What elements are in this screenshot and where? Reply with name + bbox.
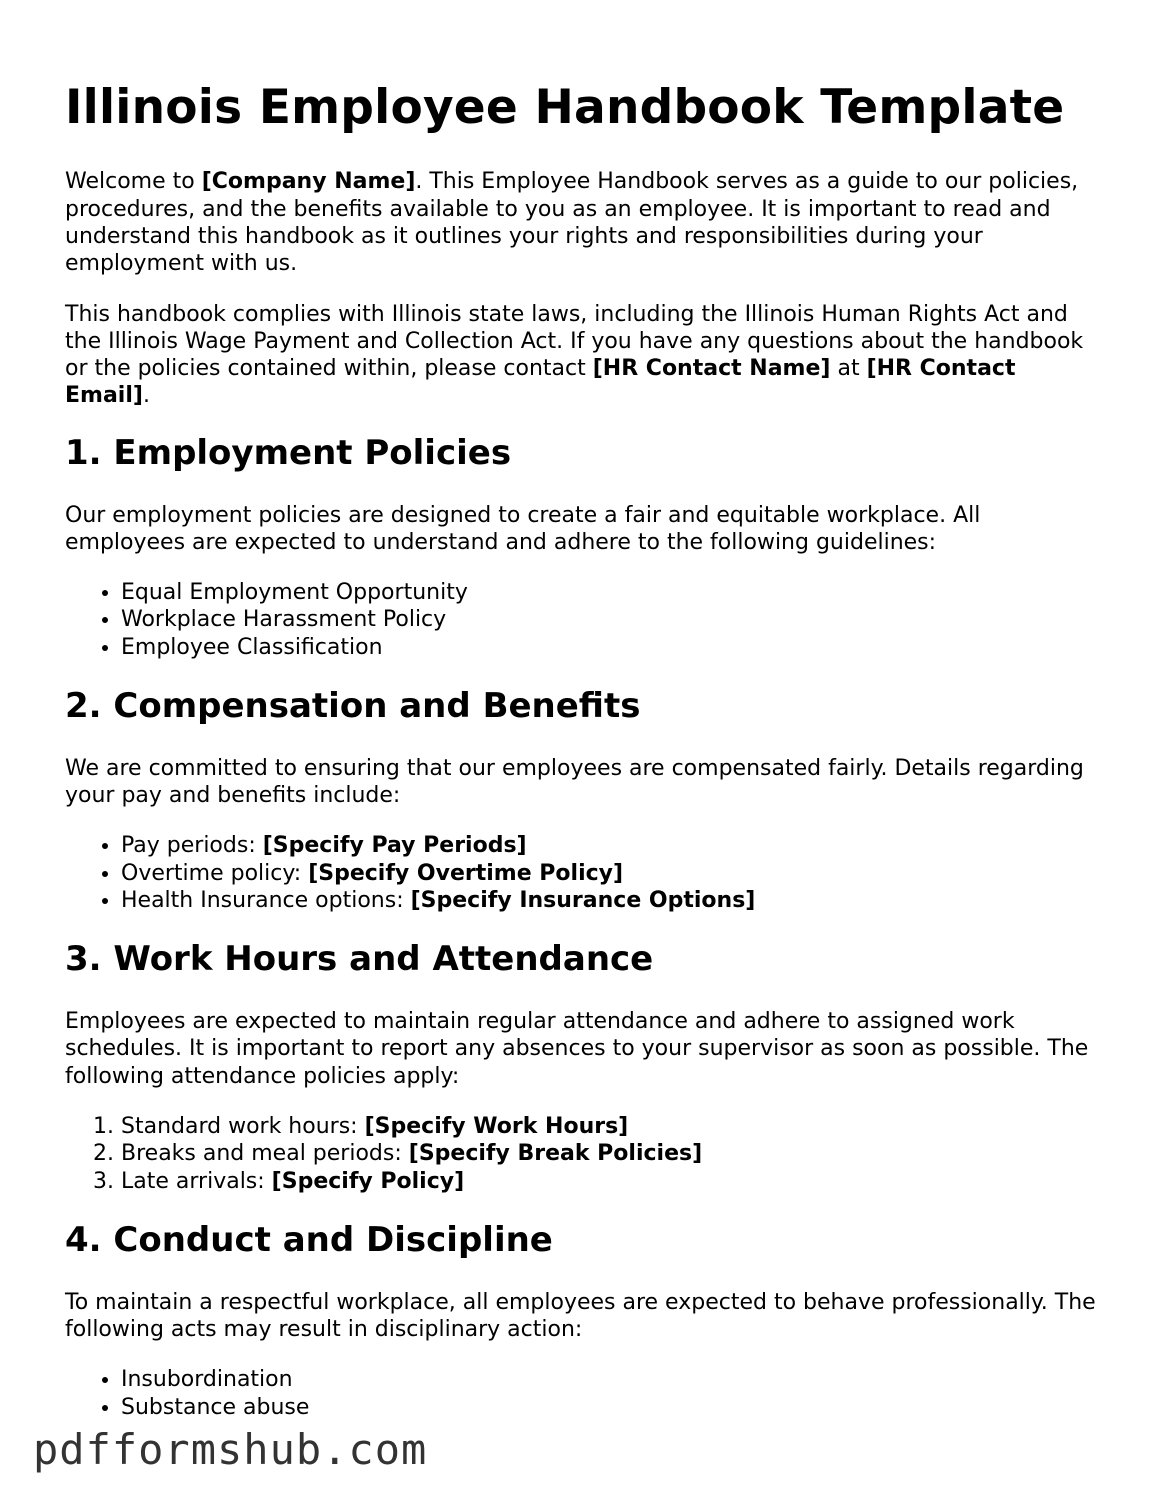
bullet-list [65,1366,1105,1421]
section-body: To maintain a respectful workplace, all employees are expected to behave professionally. The following acts may result in disciplinary action: [65,1289,1096,1342]
hr-contact-name-placeholder: [HR Contact Name] [592,356,831,382]
intro-text: . This Employee Handbook serves as a guide to our policies, procedures, and the benefits available to you as an employee. It is important to read and understand this handbook as it outlines your rights and responsibilities during your employment with us. [65,169,1079,277]
list-item: • Employee Classification [121,634,1105,661]
bullet-list [65,832,1105,914]
list-item: • Overtime policy: [Specify Overtime Policy] [121,860,1105,887]
intro-text: Welcome to [65,169,202,195]
company-name-placeholder: [Company Name] [201,169,416,195]
placeholder-value: [Specify Overtime Policy] [308,860,624,886]
intro-paragraph-2 [65,301,1105,410]
intro-text: This handbook complies with Illinois state laws, including the Illinois Human Rights Act and the Illinois Wage Payment and Collection Act. If you have any questions about the handbook or the policies contained within, please contact [65,301,1084,382]
list-item: 1. Standard work hours: [Specify Work Hours] [121,1113,1105,1140]
list-item: • Insubordination [121,1366,1105,1393]
watermark: pdfformshub.com [33,1425,428,1474]
numbered-list [65,1113,1105,1195]
list-item: • Health Insurance options: [Specify Insurance Options] [121,887,1105,914]
section-body: Our employment policies are designed to create a fair and equitable workplace. All employees are expected to understand and adhere to the following guidelines: [65,502,981,555]
section-heading-employment-policies: 1. Employment Policies [65,432,512,473]
list-item: • Pay periods: [Specify Pay Periods] [121,832,1105,859]
list-item: • Workplace Harassment Policy [121,606,1105,633]
section-heading-work-hours-attendance: 3. Work Hours and Attendance [65,939,654,980]
intro-text: . [142,383,150,409]
placeholder-value: [Specify Break Policies] [408,1141,703,1167]
list-item: • Equal Employment Opportunity [121,579,1105,606]
list-item: 3. Late arrivals: [Specify Policy] [121,1168,1105,1195]
section-body: Employees are expected to maintain regular attendance and adhere to assigned work schedules. It is important to report any absences to your supervisor as soon as possible. The following attendance policies apply: [65,1009,1089,1089]
document-title: Illinois Employee Handbook Template [65,80,1065,135]
list-item: 2. Breaks and meal periods: [Specify Break Policies] [121,1140,1105,1167]
section-heading-conduct-discipline: 4. Conduct and Discipline [65,1219,553,1260]
bullet-list [65,579,1105,661]
hr-contact-email-placeholder: [HR Contact Email] [65,356,1016,409]
section-body: We are committed to ensuring that our employees are compensated fairly. Details regarding your pay and benefits include: [65,755,1084,809]
section-heading-compensation-benefits: 2. Compensation and Benefits [65,686,641,727]
document-page [65,80,1105,1446]
placeholder-value: [Specify Policy] [271,1168,465,1194]
placeholder-value: [Specify Work Hours] [364,1114,629,1140]
intro-text: at [830,356,867,382]
placeholder-value: [Specify Pay Periods] [262,833,527,859]
placeholder-value: [Specify Insurance Options] [410,888,756,914]
intro-paragraph-1 [65,168,1105,277]
list-item: • Substance abuse [121,1394,1105,1421]
